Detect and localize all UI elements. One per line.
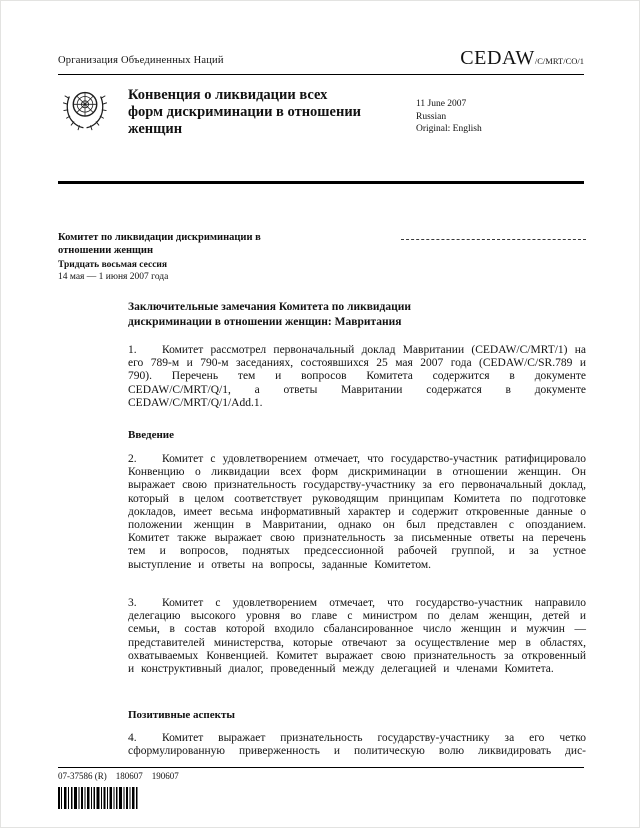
paragraph-2-number: 2. [128,453,137,465]
session-name: Тридцать восьмая сессия [58,260,168,270]
header-divider [58,74,584,75]
masthead-meta [416,98,482,136]
session-dates: 14 мая — 1 июня 2007 года [58,272,169,282]
paragraph-4 [128,732,586,758]
convention-title: Конвенция о ликвидации всех форм дискриминации в отношении женщин [128,87,362,137]
paragraph-2-text: Комитет с удовлетворением отмечает, что государство-участник ратифицировало Конвенцию о ликвидации всех форм дискриминации в отношении женщин. Он выражает свою признательность государству-участнику за его первоначальный доклад, который в целом соответствует руководящим принципам Комитета по подготовке докладов, имеет весьма информативный характер и содержит откровенные данные о положении женщин в Мавритании, однако он был представлен с опозданием. Комитет также выражает свою признательность за письменные ответы на перечень тем и вопросов, поднятых предсессионной рабочей группой, и за устное выступление и ответы на вопросы, заданные Комитетом. [128,453,586,571]
paragraph-4-number: 4. [128,732,137,744]
document-heading: Заключительные замечания Комитета по ликвидации дискриминации в отношении женщин: Мавритания [128,301,411,328]
masthead-divider [58,181,584,184]
barcode [58,787,138,814]
positive-aspects-heading: Позитивные аспекты [128,709,235,721]
doc-symbol-main: CEDAW [460,47,535,69]
issue-date: 11 June 2007 [416,99,467,109]
intro-heading: Введение [128,429,175,441]
committee-block [58,232,270,283]
un-emblem-icon [60,84,110,134]
header-org-name: Организация Объединенных Наций [58,55,224,66]
doc-symbol [460,47,584,70]
paragraph-2 [128,453,586,572]
footer-document-number: 07-37586 (R) 180607 190607 [58,771,179,781]
language-label: Russian [416,111,447,122]
footer-divider [58,767,584,768]
paragraph-3-text: Комитет с удовлетворением отмечает, что государство-участник направило делегацию высокого уровня во главе с министром по делам женщин, детей и семьи, в состав которой входило сбалансированное число женщин и мужчин — представителей министерства, которые отвечают за осуществление мер в областях, охватываемых Конвенцией. Комитет выражает свою признательность за откровенный и конструктивный диалог, проведенный между делегацией и членами Комитета. [128,597,586,676]
doc-symbol-suffix: /C/MRT/CO/1 [534,56,584,66]
paragraph-3 [128,597,586,676]
paragraph-1-number: 1. [128,344,137,356]
paragraph-3-number: 3. [128,597,137,609]
committee-name: Комитет по ликвидации дискриминации в отношении женщин [58,232,261,256]
paragraph-1 [128,344,586,410]
cut-line [401,239,586,240]
paragraph-4-text: Комитет выражает признательность государству-участнику за его четко сформулированную приверженность и политическую волю ликвидировать дис- [128,732,586,758]
paragraph-1-text: Комитет рассмотрел первоначальный доклад Мавритании (CEDAW/C/MRT/1) на его 789-м и 790-м заседаниях, состоявшихся 25 мая 2007 года (CEDAW/C/SR.789 и 790). Перечень тем и вопросов Комитета содержится в документе CEDAW/C/MRT/Q/1, а ответы Мавритании содержатся в документе CEDAW/C/MRT/Q/1/Add.1. [128,344,586,409]
original-language-label: Original: English [416,124,482,134]
